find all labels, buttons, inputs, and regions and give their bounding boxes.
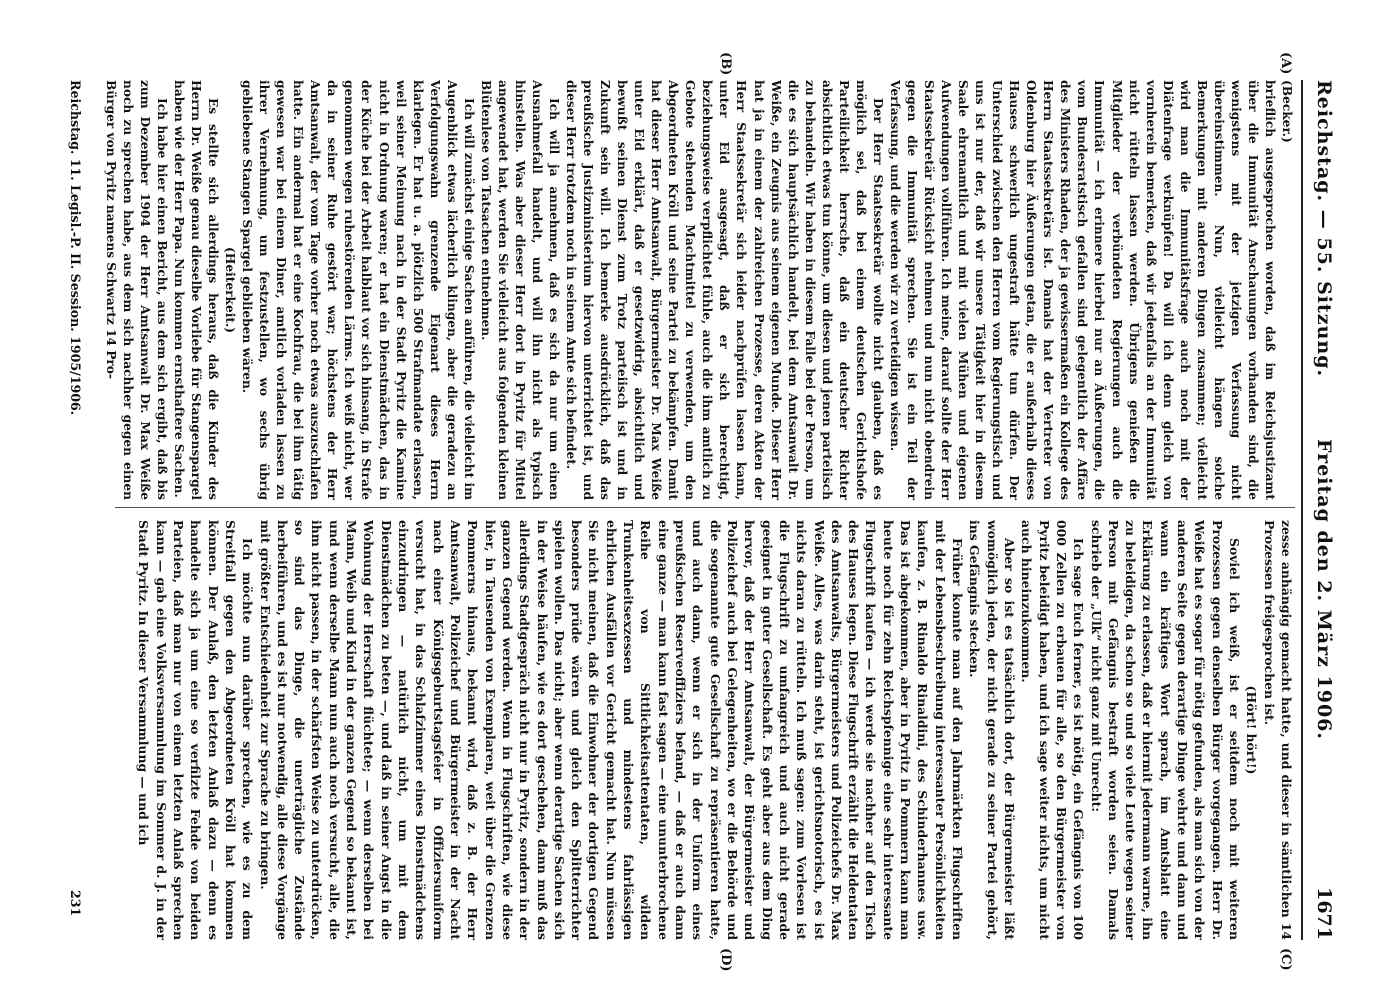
paragraph: Ich möchte nun darüber sprechen, wie es zu dem Streitfall gegen den Abgeordneten Kröll hat kommen können. Der Anlaß, den letzten Anlaß dazu — denn es handelte sich ja um eine so verfilzte Fehde von beiden Parteien, daß man nur von einem letzten Anlaß sprechen kann — gab eine Volksversammlung im Sommer d. J. in der Stadt Pyritz. In dieser Versammlung — und ich [136,520,256,940]
paragraph: Ich habe hier einen Bericht, aus dem sich ergibt, daß bis zum Dezember 1904 der Herr Amtsanwalt Dr. Max Weiße noch zu sprechen habe, aus dem sich nachher gegen einen Bürger von Pyritz namens Schwartz 14 Pro- [103,80,169,500]
paragraph: Der Herr Staatssekretär wollte nicht glauben, daß es möglich sei, daß bei einem deutschen Gerichtshofe Parteilichkeit herrsche, daß ein deutscher Richter absichtlich etwas tun könne, um diesen und jenen parteiisch zu behandeln. Wir haben in diesem Falle bei der Person, um die es sich hauptsächlich handelt, bei dem Amtsanwalt Dr. Weiße, ein Zeugnis aus seinem eigenen Munde. Dieser Herr hat ja in einem der zahlreichen Prozesse, deren Akten der Herr Staatssekretär sich leider nachprüfen lassen kann, unter Eid ausgesagt, daß er sich berechtigt, beziehungsweise verpflichtet fühle, auch die ihm amtlich zu Gebote stehenden Machtmittel zu verwenden, um den Abgeordneten Kröll und seine Partei zu bekämpfen. Damit hat dieser Herr Amtsanwalt, Bürgermeister Dr. Max Weiße unter Eid erklärt, daß er gesetzwidrig, absichtlich und bewußt seinen Dienst zum Trotz parteiisch ist und in Zukunft sein will. Ich bemerke ausdrücklich, daß das preußische Justizministerium hiervon unterrichtet ist, und dieser Herr trotzdem noch in seinem Amte sich befindet. [564,80,885,500]
text-column-right [135,520,1295,940]
text-column-left [102,80,1295,500]
header-session: Reichstag. — 55. Sitzung. [1313,80,1335,378]
header-rule [1301,80,1303,940]
paragraph: Ich will ja annehmen, daß es sich da nur um einen Ausnahmefall handelt, und will ihn nicht als typisch hinstellen. Was aber dieser Herr dort in Pyritz für Mittel angewendet hat, werden Sie vielleicht aus folgenden kleinen Blütenlese von Tatsachen entnehmen. [478,80,561,500]
paragraph: brieflich ausgesprochen worden, daß im Reichsjustizamt über die Immunität Anschauungen vorhanden sind, die wenigstens mit der jetzigen Verfassung nicht übereinstimmen. Nun, vielleicht hängen solche Bemerkungen mit anderen Dingen zusammen; vielleicht wird man die Immunitätsfrage auch noch mit der Diätenfrage verknüpfen! Da will ich denn gleich von vornherein bemerken, daß wir jedenfalls an der Immunität nicht rütteln lassen werden. Übrigens genießen die Mitglieder der verbündeten Regierungen auch die Immunität — ich erinnere hierbei nur an Äußerungen, die vom Bundesratstisch gefallen sind gelegentlich der Affäre des Ministers Rhaden, der ja gewissermaßen ein Kollege des Herrn Staatssekretärs ist. Damals hat der Vertreter von Oldenburg hier Äußerungen getan, die er außerhalb dieses Hauses schwerlich ungestraft hätte tun dürfen. Der Unterschied zwischen den Herren vom Regierungstisch und uns ist nur der, daß wir unsere Tätigkeit hier in diesem Saale ehrenamtlich und mit vielen Mühen und eigenen Aufwendungen vollführen. Ich meine, darauf sollte der Herr Staatssekretär Rücksicht nehmen und nun nicht obendrein gegen die Immunität sprechen. Sie ist ein Teil der Verfassung, und die werden wir zu verteidigen wissen. [887,80,1277,500]
margin-marker-b: (B) [718,52,733,76]
bottom-page-number: 231 [68,890,83,917]
paragraph: Aber so ist es tatsächlich dort, der Bürgermeister läßt womöglich jeden, der nicht gerade zu seiner Partei gehört, ins Gefängnis stecken. [967,520,1017,940]
page-header [1305,80,1339,940]
paragraph: Ich will zunächst einige Sachen anführen, die vielleicht im Augenblick etwas lächerlich klingen, aber die geradezu an Verfolgungswahn grenzende Eigenart dieses Herrn klarlegen. Er hat u. a. plötzlich 500 Strafmandate erlassen, weil seiner Meinung nach in der Stadt Pyritz die Kamine nicht in Ordnung waren; er hat ein Dienstmädchen, das in der Küche bei der Arbeit halblaut vor sich hinsang, in Strafe genommen wegen ruhestörenden Lärms. Ich weiß nicht, wer da in seiner Ruhe gestört war; höchstens der Herr Amtsanwalt, der vom Tage vorher noch etwas auszuschlafen hatte. Ein andermal hat er eine Kochfrau, die bei ihm tätig gewesen war bei einem Diner, amtlich vorladen lassen zu ihrer Vernehmung, um festzustellen, wo sechs übrig gebliebene Stangen Spargel geblieben wären. [240,80,476,500]
quotation: Ich sage Euch ferner, es ist nötig, ein Gefängnis von 100 000 Zellen zu erbauen für alle, so den Bürgermeister von Pyritz beleidigt haben, und ich sage weiter nichts, um nicht auch hineinzukommen. [1019,520,1087,940]
page-footer: Reichstag. 11. Legisl.-P. II. Session. 1905/1906. [68,80,83,416]
margin-marker-c: (C) [1278,948,1293,971]
margin-marker-d: (D) [718,948,733,972]
interjection: (Heiterkeit.) [223,247,238,333]
paragraph: zesse anhängig gemacht hatte, und dieser in sämtlichen 14 Prozessen freigesprochen ist. [1261,520,1294,940]
interjection: (Hört! hört!) [1244,685,1260,775]
column-divider [115,507,1295,508]
paragraph: Früher konnte man auf den Jahrmärkten Flugschriften mit der Lebensbeschreibung interessanter Persönlichkeiten kaufen, z. B. Rinaldo Rinaldini, des Schinderhannes usw. Das ist abgekommen, aber in Pyritz in Pommern kann man heute noch für zehn Reichspfennige eine sehr interessante Flugschrift kaufen — ich werde sie nachher auf den Tisch des Hauses legen. Diese Flugschrift erzählt die Heldentaten des Amtsanwalts, Bürgermeisters und Polizeichefs Dr. Max Weiße. Alles, was darin steht, ist gerichtsnotorisch, es ist nichts daran zu rütteln. Ich muß sagen: zum Vorlesen ist die Flugschrift zu umfangreich und auch nicht gerade geeignet in guter Gesellschaft. Es geht aber aus dem Ding hervor, daß der Herr Amtsanwalt, der Bürgermeister und Polizeichef auch bei Gelegenheiten, wo er die Behörde und die sogenannte gute Gesellschaft zu repräsentieren hatte, und auch dann, wenn er sich in der Uniform eines preußischen Reserveoffiziers befand, — daß er auch dann eine ganze — man kann fast sagen — eine ununterbrochene Reihe von Sittlichkeitsattentaten, wilden Trunkenheitsexzessen und mindestens fahrlässigen ehrlichen Ausfällen vor Gericht gemacht hat. Nun müssen Sie nicht meinen, daß die Einwohner der dortigen Gegend besonders prüde wären und gleich den Splitterrichter spielen wollen. Das nicht; aber wenn derartige Sachen sich in der Weise häufen, wie es dort geschehen, dann muß das allerdings Stadtgespräch nicht nur in Pyritz, sondern in der ganzen Gegend werden. Wenn in Flugschriften, wie diese hier, in Tausenden von Exemplaren, weit über die Grenzen Pommerns hinaus, bekannt wird, daß z. B. der Herr Amtsanwalt, Polizeichef und Bürgermeister in der Nacht nach einer Königsgeburtstagsfeier in Offiziersuniform versucht hat, in das Schlafzimmer eines Dienstmädchens einzudringen — natürlich nicht, um mit dem Dienstmädchen zu beten —, und daß in seiner Angst in die Wohnung der Herrschaft flüchtete; — wenn derselben bei Mann, Weib und Kind in der ganzen Gegend so bekannt ist, und wenn derselbe Mann nun auch noch versucht, alle, die ihm nicht passen, in der schärfsten Weise zu unterdrücken, so sind das Dinge, die unerträgliche Zustände herbeiführen, und es ist nur notwendig, alle diese Vorgänge mit größter Entschiedenheit zur Sprache zu bringen. [257,520,966,940]
paragraph: Es stellte sich allerdings heraus, daß die Kinder des Herrn Dr. Weiße genau dieselbe Vorliebe für Stangenspargel haben wie der Herr Papa. Nun kommen ernsthaftere Sachen. [171,80,221,500]
speaker-name: (Becker.) [1280,80,1294,143]
margin-marker-a: (A) [1278,52,1293,75]
paragraph: Soviel ich weiß, ist er seitdem noch mit weiteren Prozessen gegen denselben Bürger vorgegangen. Herr Dr. Weiße hat es sogar für nötig gefunden, als man sich von der anderen Seite gegen derartige Dinge wehrte und dann und wann ein kräftiges Wort sprach, im Amtsblatt eine Erklärung zu erlassen, daß er hiermit jedermann warne, ihn zu beleidigen, da schon so und so viele Leute wegen seiner Person mit Gefängnis bestraft worden seien. Damals schrieb der „Ulk“ nicht ganz mit Unrecht: [1088,520,1243,940]
header-page-number: 1671 [1313,887,1335,940]
header-date: Freitag den 2. März 1906. [1313,439,1335,740]
